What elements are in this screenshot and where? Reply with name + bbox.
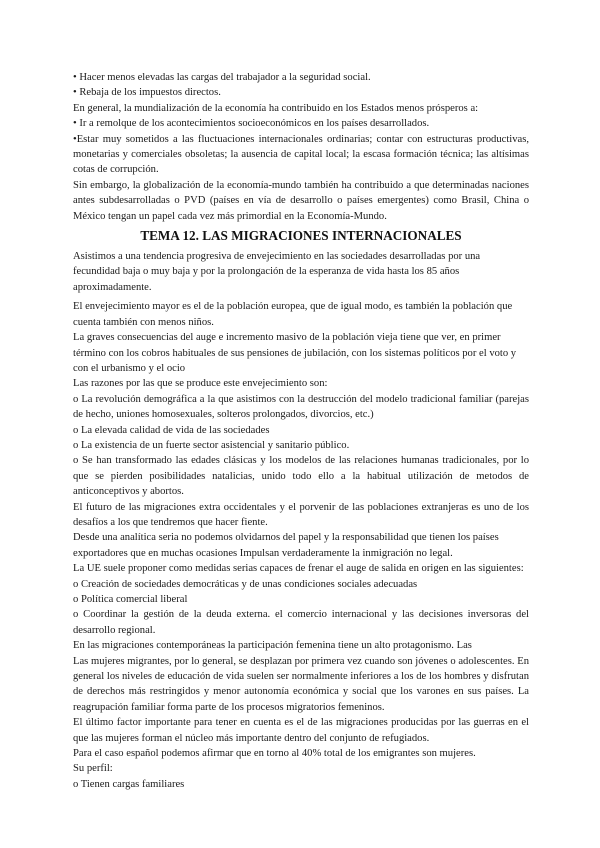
- paragraph: En general, la mundialización de la economía ha contribuido en los Estados menos prósperos a:: [73, 102, 479, 114]
- bullet-item: •Estar muy sometidos a las fluctuaciones internacionales ordinarias; contar con estructuras productivas, monetarias y comerciales obsoletas; la ausencia de capital local; la escasa formación técnica; las altísimas cotas de corrupción.: [73, 133, 529, 176]
- list-item: o Se han transformado las edades clásicas y los modelos de las relaciones humanas tradicionales, por lo que se pierden posibilidades natalicias, unido todo ello a la habitual utilización de metodos de anticonceptivos y abortos.: [73, 455, 529, 498]
- paragraph: Las mujeres migrantes, por lo general, se desplazan por primera vez cuando son jóvenes o adolescentes. En general los niveles de educación de vida suelen ser normalmente inferiores a los de los hombres y disfrutan de derechos más restringidos y menor autonomía económica y social que los varones en sus países. La reagrupación familiar forma parte de los procesos migratorios femeninos.: [73, 655, 529, 713]
- list-item: o Creación de sociedades democráticas y de unas condiciones sociales adecuadas: [73, 578, 418, 590]
- list-item: o La elevada calidad de vida de las sociedades: [73, 424, 270, 436]
- section-heading: TEMA 12. LAS MIGRACIONES INTERNACIONALES: [140, 228, 462, 244]
- paragraph: La graves consecuencias del auge e incremento masivo de la población vieja tiene que ver, en primer término con los cobros habituales de sus pensiones de jubilación, con los sistemas políticos por el voto y con el urbanismo y el ocio: [73, 332, 517, 374]
- paragraph: Desde una analítica seria no podemos olvidarnos del papel y la responsabilidad que tienen los países exportadores que en muchas ocasiones Impulsan verdaderamente la inmigración no legal.: [73, 532, 499, 559]
- list-item: o La existencia de un fuerte sector asistencial y sanitario público.: [73, 439, 350, 451]
- list-item: o La revolución demográfica a la que asistimos con la destrucción del modelo tradicional familiar (parejas de hecho, uniones homosexuales, solteros prolongados, divorcios, etc.): [73, 393, 529, 421]
- document-page: [73, 70, 529, 792]
- paragraph: El futuro de las migraciones extra occidentales y el porvenir de las poblaciones extranjeras es uno de los desafíos a los que tendremos que hacer fiente.: [73, 501, 529, 528]
- paragraph: El último factor importante para tener en cuenta es el de las migraciones producidas por las guerras en el que las mujeres forman el núcleo más importante dentro del conjunto de refugiados.: [73, 717, 529, 744]
- list-item: o Política comercial liberal: [73, 594, 188, 605]
- list-item: o Tienen cargas familiares: [73, 778, 185, 790]
- bullet-item: • Rebaja de los impuestos directos.: [73, 87, 221, 99]
- paragraph: La UE suele proponer como medidas serias capaces de frenar el auge de salida en origen en las siguientes:: [73, 563, 524, 575]
- paragraph: Sin embargo, la globalización de la economía-mundo también ha contribuido a que determinadas naciones antes subdesarrolladas o PVD (países en vía de desarrollo o países emergentes) como Brasil, China o México tengan un papel cada vez más primordial en la Economía-Mundo.: [73, 179, 529, 222]
- paragraph: Su perfil:: [73, 763, 113, 775]
- paragraph: Las razones por las que se produce este envejecimiento son:: [73, 378, 328, 390]
- bullet-item: • Ir a remolque de los acontecimientos socioeconómicos en los países desarrollados.: [73, 118, 430, 130]
- paragraph: Asistimos a una tendencia progresiva de envejecimiento en las sociedades desarrolladas por una fecundidad baja o muy baja y por la prolongación de la esperanza de vida hasta los 85 años aproximadamente.: [73, 251, 481, 293]
- paragraph: Para el caso español podemos afirmar que en torno al 40% total de los emigrantes son mujeres.: [73, 748, 476, 760]
- bullet-item: • Hacer menos elevadas las cargas del trabajador a la seguridad social.: [73, 72, 371, 83]
- list-item: o Coordinar la gestión de la deuda externa. el comercio internacional y las decisiones inversoras del desarrollo regional.: [73, 609, 529, 636]
- paragraph: El envejecimiento mayor es el de la población europea, que de igual modo, es también la población que cuenta también con menos niños.: [73, 301, 513, 328]
- paragraph: En las migraciones contemporáneas la participación femenina tiene un alto protagonismo. Las: [73, 640, 472, 652]
